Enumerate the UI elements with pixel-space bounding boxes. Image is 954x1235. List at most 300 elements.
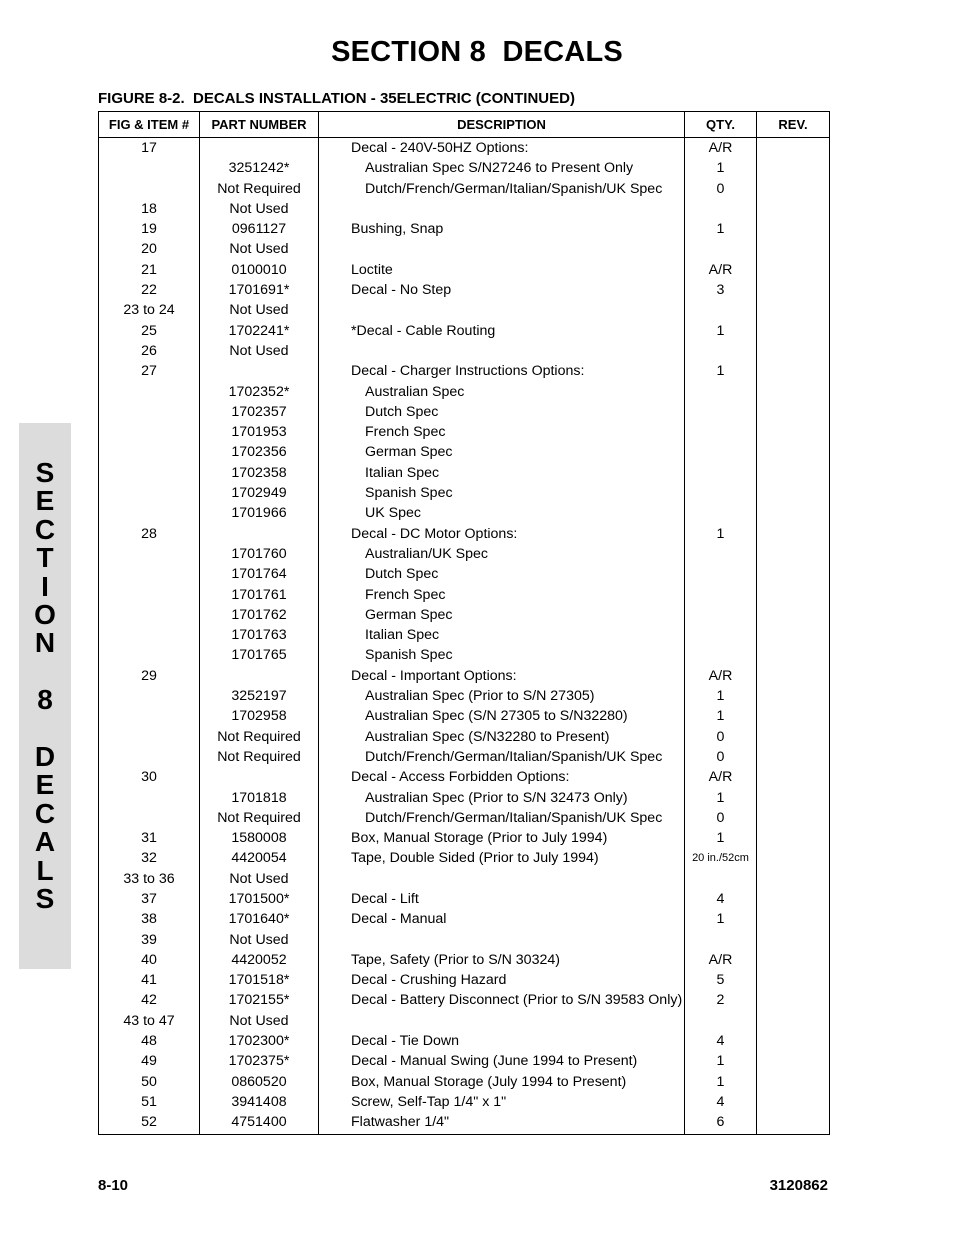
- qty-cell: [685, 483, 757, 503]
- description-cell: Australian Spec (Prior to S/N 32473 Only): [319, 788, 685, 808]
- rev-cell: [757, 321, 830, 341]
- qty-cell: [685, 341, 757, 361]
- description-cell: [319, 869, 685, 889]
- table-row: [99, 341, 830, 361]
- table-row: [99, 788, 830, 808]
- description-cell: Decal - Crushing Hazard: [319, 970, 685, 990]
- qty-cell: 6: [685, 1112, 757, 1135]
- fig-item-cell: 37: [99, 889, 200, 909]
- table-row: [99, 848, 830, 868]
- qty-cell: 20 in./52cm: [685, 848, 757, 868]
- description-cell: German Spec: [319, 605, 685, 625]
- table-row: [99, 930, 830, 950]
- rev-cell: [757, 341, 830, 361]
- col-header-rev: REV.: [757, 112, 830, 138]
- page-number: 8-10: [98, 1177, 129, 1194]
- table-row: [99, 239, 830, 259]
- rev-cell: [757, 300, 830, 320]
- rev-cell: [757, 767, 830, 787]
- part-number-cell: 1701818: [200, 788, 319, 808]
- rev-cell: [757, 930, 830, 950]
- description-cell: Tape, Double Sided (Prior to July 1994): [319, 848, 685, 868]
- description-cell: Decal - Manual Swing (June 1994 to Present): [319, 1051, 685, 1071]
- description-cell: [319, 199, 685, 219]
- document-number: 3120862: [769, 1177, 828, 1194]
- fig-item-cell: [99, 727, 200, 747]
- rev-cell: [757, 280, 830, 300]
- qty-cell: [685, 625, 757, 645]
- description-cell: French Spec: [319, 585, 685, 605]
- qty-cell: A/R: [685, 950, 757, 970]
- table-row: [99, 1051, 830, 1071]
- qty-cell: 1: [685, 158, 757, 178]
- qty-cell: A/R: [685, 767, 757, 787]
- qty-cell: 5: [685, 970, 757, 990]
- part-number-cell: 1701763: [200, 625, 319, 645]
- parts-table: [98, 111, 830, 1135]
- fig-item-cell: [99, 544, 200, 564]
- qty-cell: [685, 1011, 757, 1031]
- table-row: [99, 199, 830, 219]
- qty-cell: [685, 300, 757, 320]
- rev-cell: [757, 483, 830, 503]
- fig-item-cell: 20: [99, 239, 200, 259]
- part-number-cell: 1702958: [200, 706, 319, 726]
- fig-item-cell: 26: [99, 341, 200, 361]
- rev-cell: [757, 645, 830, 665]
- description-cell: Decal - Important Options:: [319, 666, 685, 686]
- fig-item-cell: 51: [99, 1092, 200, 1112]
- rev-cell: [757, 544, 830, 564]
- rev-cell: [757, 950, 830, 970]
- fig-item-cell: 29: [99, 666, 200, 686]
- part-number-cell: 3941408: [200, 1092, 319, 1112]
- fig-item-cell: [99, 645, 200, 665]
- table-row: [99, 1011, 830, 1031]
- table-row: [99, 625, 830, 645]
- table-row: [99, 321, 830, 341]
- col-header-qty: QTY.: [685, 112, 757, 138]
- rev-cell: [757, 1112, 830, 1135]
- description-cell: German Spec: [319, 442, 685, 462]
- qty-cell: 1: [685, 219, 757, 239]
- table-row: [99, 219, 830, 239]
- rev-cell: [757, 747, 830, 767]
- part-number-cell: Not Used: [200, 1011, 319, 1031]
- description-cell: [319, 239, 685, 259]
- fig-item-cell: 50: [99, 1072, 200, 1092]
- qty-cell: 1: [685, 1051, 757, 1071]
- qty-cell: [685, 199, 757, 219]
- description-cell: Decal - Battery Disconnect (Prior to S/N 39583 Only): [319, 990, 685, 1010]
- description-cell: Decal - DC Motor Options:: [319, 524, 685, 544]
- rev-cell: [757, 970, 830, 990]
- description-cell: Bushing, Snap: [319, 219, 685, 239]
- table-row: [99, 686, 830, 706]
- fig-item-cell: [99, 564, 200, 584]
- rev-cell: [757, 990, 830, 1010]
- fig-item-cell: 30: [99, 767, 200, 787]
- description-cell: Dutch/French/German/Italian/Spanish/UK Spec: [319, 179, 685, 199]
- qty-cell: 0: [685, 727, 757, 747]
- qty-cell: 3: [685, 280, 757, 300]
- table-row: [99, 382, 830, 402]
- part-number-cell: [200, 524, 319, 544]
- description-cell: Spanish Spec: [319, 645, 685, 665]
- qty-cell: A/R: [685, 260, 757, 280]
- table-row: [99, 503, 830, 523]
- table-row: [99, 361, 830, 381]
- part-number-cell: 1702356: [200, 442, 319, 462]
- part-number-cell: 1702357: [200, 402, 319, 422]
- fig-item-cell: [99, 585, 200, 605]
- qty-cell: 4: [685, 1031, 757, 1051]
- rev-cell: [757, 382, 830, 402]
- part-number-cell: 1701761: [200, 585, 319, 605]
- col-header-fig-item: FIG & ITEM #: [99, 112, 200, 138]
- description-cell: Spanish Spec: [319, 483, 685, 503]
- part-number-cell: [200, 666, 319, 686]
- fig-item-cell: 33 to 36: [99, 869, 200, 889]
- qty-cell: [685, 503, 757, 523]
- part-number-cell: Not Required: [200, 747, 319, 767]
- description-cell: Italian Spec: [319, 463, 685, 483]
- table-row: [99, 970, 830, 990]
- part-number-cell: [200, 361, 319, 381]
- qty-cell: [685, 239, 757, 259]
- section-tab: [19, 423, 71, 969]
- rev-cell: [757, 199, 830, 219]
- table-row: [99, 585, 830, 605]
- part-number-cell: 1701760: [200, 544, 319, 564]
- description-cell: Dutch/French/German/Italian/Spanish/UK Spec: [319, 808, 685, 828]
- fig-item-cell: 43 to 47: [99, 1011, 200, 1031]
- rev-cell: [757, 1031, 830, 1051]
- description-cell: [319, 341, 685, 361]
- fig-item-cell: [99, 442, 200, 462]
- description-cell: [319, 1011, 685, 1031]
- part-number-cell: 1701762: [200, 605, 319, 625]
- table-row: [99, 1112, 830, 1135]
- table-row: [99, 869, 830, 889]
- rev-cell: [757, 158, 830, 178]
- description-cell: Dutch Spec: [319, 402, 685, 422]
- table-row: [99, 767, 830, 787]
- table-row: [99, 666, 830, 686]
- fig-item-cell: 25: [99, 321, 200, 341]
- qty-cell: 1: [685, 321, 757, 341]
- rev-cell: [757, 686, 830, 706]
- part-number-cell: 1702358: [200, 463, 319, 483]
- fig-item-cell: [99, 382, 200, 402]
- description-cell: [319, 930, 685, 950]
- rev-cell: [757, 422, 830, 442]
- qty-cell: 1: [685, 706, 757, 726]
- table-row: [99, 828, 830, 848]
- qty-cell: [685, 402, 757, 422]
- fig-item-cell: 22: [99, 280, 200, 300]
- col-header-description: DESCRIPTION: [319, 112, 685, 138]
- description-cell: Decal - 240V-50HZ Options:: [319, 138, 685, 159]
- table-row: [99, 1092, 830, 1112]
- description-cell: UK Spec: [319, 503, 685, 523]
- description-cell: Flatwasher 1/4": [319, 1112, 685, 1135]
- part-number-cell: 4420052: [200, 950, 319, 970]
- rev-cell: [757, 1092, 830, 1112]
- fig-item-cell: 39: [99, 930, 200, 950]
- table-row: [99, 544, 830, 564]
- table-row: [99, 950, 830, 970]
- part-number-cell: 1702155*: [200, 990, 319, 1010]
- qty-cell: [685, 442, 757, 462]
- rev-cell: [757, 463, 830, 483]
- qty-cell: A/R: [685, 138, 757, 159]
- part-number-cell: Not Used: [200, 199, 319, 219]
- rev-cell: [757, 909, 830, 929]
- rev-cell: [757, 1051, 830, 1071]
- part-number-cell: 0860520: [200, 1072, 319, 1092]
- fig-item-cell: [99, 463, 200, 483]
- description-cell: Box, Manual Storage (Prior to July 1994): [319, 828, 685, 848]
- table-row: [99, 889, 830, 909]
- description-cell: Decal - Tie Down: [319, 1031, 685, 1051]
- part-number-cell: 1701500*: [200, 889, 319, 909]
- part-number-cell: Not Required: [200, 727, 319, 747]
- description-cell: Screw, Self-Tap 1/4" x 1": [319, 1092, 685, 1112]
- rev-cell: [757, 179, 830, 199]
- rev-cell: [757, 1072, 830, 1092]
- part-number-cell: 1702352*: [200, 382, 319, 402]
- description-cell: Tape, Safety (Prior to S/N 30324): [319, 950, 685, 970]
- fig-item-cell: [99, 788, 200, 808]
- fig-item-cell: 28: [99, 524, 200, 544]
- qty-cell: 1: [685, 788, 757, 808]
- qty-cell: [685, 544, 757, 564]
- qty-cell: [685, 645, 757, 665]
- description-cell: Dutch/French/German/Italian/Spanish/UK Spec: [319, 747, 685, 767]
- rev-cell: [757, 1011, 830, 1031]
- description-cell: Decal - Manual: [319, 909, 685, 929]
- rev-cell: [757, 442, 830, 462]
- part-number-cell: 0961127: [200, 219, 319, 239]
- rev-cell: [757, 828, 830, 848]
- table-row: [99, 909, 830, 929]
- section-tab-label: S E C T I O N 8 D E C A L S: [34, 457, 56, 915]
- rev-cell: [757, 605, 830, 625]
- qty-cell: A/R: [685, 666, 757, 686]
- table-row: [99, 402, 830, 422]
- table-row: [99, 260, 830, 280]
- rev-cell: [757, 869, 830, 889]
- table-row: [99, 808, 830, 828]
- rev-cell: [757, 524, 830, 544]
- table-row: [99, 990, 830, 1010]
- qty-cell: 1: [685, 686, 757, 706]
- rev-cell: [757, 727, 830, 747]
- qty-cell: 0: [685, 179, 757, 199]
- table-row: [99, 280, 830, 300]
- table-row: [99, 483, 830, 503]
- fig-item-cell: [99, 808, 200, 828]
- table-row: [99, 179, 830, 199]
- figure-title: FIGURE 8-2. DECALS INSTALLATION - 35ELECTRIC (CONTINUED): [98, 90, 575, 107]
- table-row: [99, 422, 830, 442]
- fig-item-cell: 19: [99, 219, 200, 239]
- qty-cell: [685, 930, 757, 950]
- fig-item-cell: [99, 686, 200, 706]
- rev-cell: [757, 219, 830, 239]
- description-cell: Australian Spec (S/N 27305 to S/N32280): [319, 706, 685, 726]
- fig-item-cell: [99, 747, 200, 767]
- description-cell: Australian Spec S/N27246 to Present Only: [319, 158, 685, 178]
- table-row: [99, 564, 830, 584]
- table-row: [99, 300, 830, 320]
- qty-cell: 0: [685, 747, 757, 767]
- part-number-cell: Not Used: [200, 239, 319, 259]
- rev-cell: [757, 706, 830, 726]
- description-cell: Decal - Lift: [319, 889, 685, 909]
- fig-item-cell: 31: [99, 828, 200, 848]
- qty-cell: [685, 564, 757, 584]
- table-row: [99, 442, 830, 462]
- table-row: [99, 1031, 830, 1051]
- qty-cell: [685, 382, 757, 402]
- part-number-cell: Not Required: [200, 808, 319, 828]
- part-number-cell: 4751400: [200, 1112, 319, 1135]
- description-cell: French Spec: [319, 422, 685, 442]
- rev-cell: [757, 585, 830, 605]
- col-header-part-number: PART NUMBER: [200, 112, 319, 138]
- part-number-cell: Not Used: [200, 869, 319, 889]
- table-row: [99, 747, 830, 767]
- rev-cell: [757, 788, 830, 808]
- description-cell: Decal - Charger Instructions Options:: [319, 361, 685, 381]
- rev-cell: [757, 503, 830, 523]
- qty-cell: 1: [685, 524, 757, 544]
- part-number-cell: 1702241*: [200, 321, 319, 341]
- rev-cell: [757, 402, 830, 422]
- qty-cell: 4: [685, 1092, 757, 1112]
- fig-item-cell: [99, 158, 200, 178]
- description-cell: Dutch Spec: [319, 564, 685, 584]
- table-row: [99, 463, 830, 483]
- rev-cell: [757, 239, 830, 259]
- rev-cell: [757, 666, 830, 686]
- rev-cell: [757, 625, 830, 645]
- table-row: [99, 605, 830, 625]
- description-cell: Loctite: [319, 260, 685, 280]
- part-number-cell: 1701765: [200, 645, 319, 665]
- part-number-cell: 1701764: [200, 564, 319, 584]
- rev-cell: [757, 564, 830, 584]
- description-cell: Italian Spec: [319, 625, 685, 645]
- fig-item-cell: 40: [99, 950, 200, 970]
- fig-item-cell: [99, 503, 200, 523]
- description-cell: Box, Manual Storage (July 1994 to Present): [319, 1072, 685, 1092]
- part-number-cell: Not Used: [200, 300, 319, 320]
- part-number-cell: [200, 767, 319, 787]
- fig-item-cell: 42: [99, 990, 200, 1010]
- fig-item-cell: 21: [99, 260, 200, 280]
- part-number-cell: Not Required: [200, 179, 319, 199]
- qty-cell: [685, 605, 757, 625]
- fig-item-cell: 52: [99, 1112, 200, 1135]
- rev-cell: [757, 260, 830, 280]
- rev-cell: [757, 848, 830, 868]
- part-number-cell: 1702375*: [200, 1051, 319, 1071]
- qty-cell: [685, 422, 757, 442]
- description-cell: Australian Spec (S/N32280 to Present): [319, 727, 685, 747]
- qty-cell: 1: [685, 828, 757, 848]
- fig-item-cell: [99, 605, 200, 625]
- table-row: [99, 645, 830, 665]
- table-row: [99, 1072, 830, 1092]
- rev-cell: [757, 889, 830, 909]
- fig-item-cell: [99, 179, 200, 199]
- fig-item-cell: [99, 402, 200, 422]
- fig-item-cell: [99, 625, 200, 645]
- fig-item-cell: 48: [99, 1031, 200, 1051]
- part-number-cell: 1702949: [200, 483, 319, 503]
- description-cell: Decal - Access Forbidden Options:: [319, 767, 685, 787]
- fig-item-cell: 38: [99, 909, 200, 929]
- fig-item-cell: [99, 483, 200, 503]
- description-cell: Australian/UK Spec: [319, 544, 685, 564]
- rev-cell: [757, 361, 830, 381]
- table-row: [99, 706, 830, 726]
- part-number-cell: [200, 138, 319, 159]
- qty-cell: [685, 869, 757, 889]
- fig-item-cell: 23 to 24: [99, 300, 200, 320]
- part-number-cell: 1701518*: [200, 970, 319, 990]
- table-row: [99, 727, 830, 747]
- qty-cell: 1: [685, 1072, 757, 1092]
- description-cell: *Decal - Cable Routing: [319, 321, 685, 341]
- part-number-cell: 1701691*: [200, 280, 319, 300]
- part-number-cell: Not Used: [200, 930, 319, 950]
- fig-item-cell: 41: [99, 970, 200, 990]
- part-number-cell: 1702300*: [200, 1031, 319, 1051]
- fig-item-cell: 32: [99, 848, 200, 868]
- fig-item-cell: [99, 422, 200, 442]
- fig-item-cell: 27: [99, 361, 200, 381]
- part-number-cell: 3251242*: [200, 158, 319, 178]
- table-header-row: [99, 112, 830, 138]
- description-cell: [319, 300, 685, 320]
- qty-cell: 0: [685, 808, 757, 828]
- description-cell: Decal - No Step: [319, 280, 685, 300]
- qty-cell: 4: [685, 889, 757, 909]
- qty-cell: 2: [685, 990, 757, 1010]
- part-number-cell: 4420054: [200, 848, 319, 868]
- fig-item-cell: 18: [99, 199, 200, 219]
- table-row: [99, 524, 830, 544]
- part-number-cell: 0100010: [200, 260, 319, 280]
- rev-cell: [757, 808, 830, 828]
- description-cell: Australian Spec: [319, 382, 685, 402]
- part-number-cell: 1580008: [200, 828, 319, 848]
- qty-cell: 1: [685, 361, 757, 381]
- qty-cell: 1: [685, 909, 757, 929]
- description-cell: Australian Spec (Prior to S/N 27305): [319, 686, 685, 706]
- part-number-cell: Not Used: [200, 341, 319, 361]
- rev-cell: [757, 138, 830, 159]
- part-number-cell: 3252197: [200, 686, 319, 706]
- qty-cell: [685, 463, 757, 483]
- part-number-cell: 1701966: [200, 503, 319, 523]
- table-body: [99, 138, 830, 1135]
- qty-cell: [685, 585, 757, 605]
